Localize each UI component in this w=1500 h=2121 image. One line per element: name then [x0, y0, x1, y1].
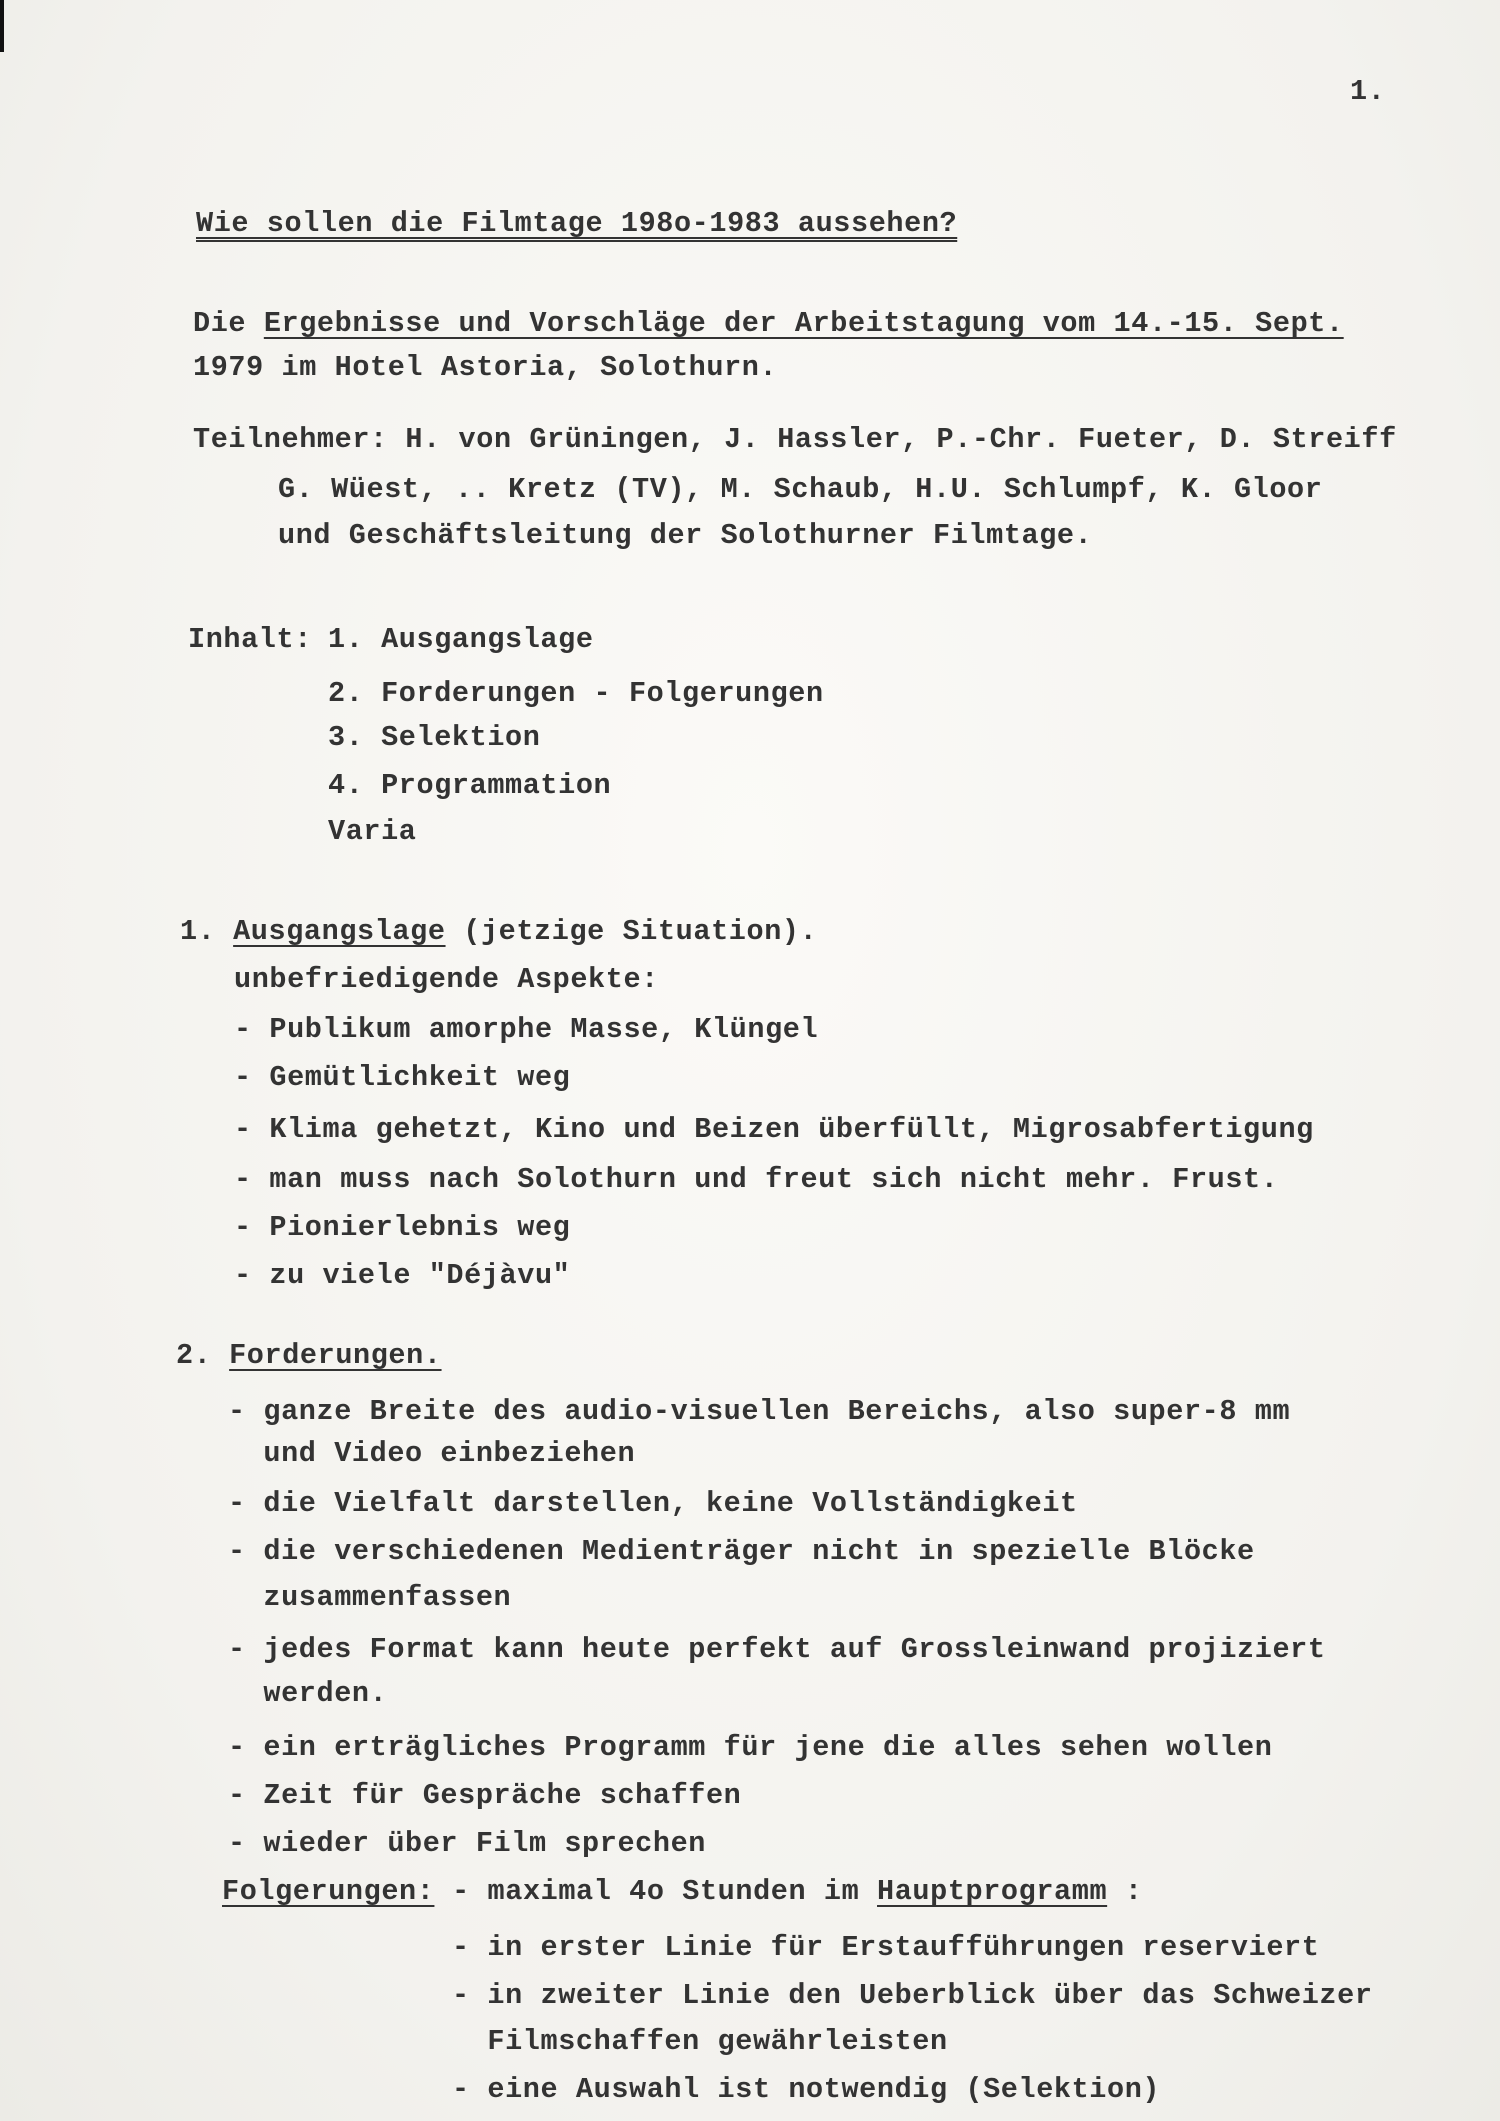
section2-line: - Zeit für Gespräche schaffen — [228, 1779, 742, 1812]
scan-edge-mark — [0, 0, 4, 52]
section2-line: - wieder über Film sprechen — [228, 1827, 706, 1860]
section2-title: Forderungen. — [229, 1339, 442, 1372]
contents-item-4: 4. Programmation — [328, 769, 612, 802]
section2-line: und Video einbeziehen — [228, 1437, 636, 1470]
section1-item: - Gemütlichkeit weg — [234, 1061, 571, 1094]
participants-line-2: G. Wüest, .. Kretz (TV), M. Schaub, H.U. Schlumpf, K. Gloor — [278, 473, 1323, 506]
section1-title: Ausgangslage — [233, 915, 446, 948]
conclusions-first-prefix: - maximal 4o Stunden im — [434, 1875, 878, 1908]
section1-item: - zu viele "Déjàvu" — [234, 1259, 571, 1292]
section1-item: - Publikum amorphe Masse, Klüngel — [234, 1013, 819, 1046]
section2-line: - ganze Breite des audio-visuellen Bereichs, also super-8 mm — [228, 1395, 1291, 1428]
page-number: 1. — [1350, 75, 1386, 108]
section2-line: - die verschiedenen Medienträger nicht in spezielle Blöcke — [228, 1535, 1255, 1568]
section2-number: 2. — [176, 1339, 212, 1372]
section2-line: - ein erträgliches Programm für jene die alles sehen wollen — [228, 1731, 1273, 1764]
contents-item-3: 3. Selektion — [328, 721, 541, 754]
conclusions-first-line — [222, 1874, 1143, 1910]
section2-heading — [176, 1338, 442, 1374]
conclusion-line: - eine Auswahl ist notwendig (Selektion) — [452, 2073, 1161, 2106]
section1-item: - man muss nach Solothurn und freut sich nicht mehr. Frust. — [234, 1163, 1279, 1196]
conclusions-first-suffix: : — [1107, 1875, 1143, 1908]
intro-line-1 — [193, 306, 1344, 342]
contents-item-2: 2. Forderungen - Folgerungen — [328, 677, 824, 710]
section2-line: - jedes Format kann heute perfekt auf Grossleinwand projiziert — [228, 1633, 1326, 1666]
intro-underlined: Ergebnisse und Vorschläge der Arbeitstagung vom 14.-15. Sept. — [263, 307, 1344, 340]
section2-line: - die Vielfalt darstellen, keine Vollständigkeit — [228, 1487, 1078, 1520]
section2-line: werden. — [228, 1677, 388, 1710]
section1-item: - Pionierlebnis weg — [234, 1211, 571, 1244]
conclusion-line: - in erster Linie für Erstaufführungen reserviert — [452, 1931, 1320, 1964]
participants-line-1: Teilnehmer: H. von Grüningen, J. Hassler, P.-Chr. Fueter, D. Streiff — [193, 423, 1397, 456]
section1-heading — [180, 914, 817, 950]
participants-line-3: und Geschäftsleitung der Solothurner Filmtage. — [278, 519, 1093, 552]
conclusions-first-underlined: Hauptprogramm — [877, 1875, 1108, 1908]
contents-label: Inhalt: — [188, 623, 312, 656]
section2-line: zusammenfassen — [228, 1581, 512, 1614]
conclusions-label: Folgerungen: — [222, 1875, 435, 1908]
section1-subheading: unbefriedigende Aspekte: — [234, 963, 659, 996]
section1-title-suffix: (jetzige Situation). — [445, 915, 818, 948]
conclusion-line: Filmschaffen gewährleisten — [452, 2025, 948, 2058]
section1-number: 1. — [180, 915, 216, 948]
document-title: Wie sollen die Filmtage 198o-1983 aussehen? — [196, 207, 958, 240]
conclusion-line: - in zweiter Linie den Ueberblick über das Schweizer — [452, 1979, 1373, 2012]
contents-item-1: 1. Ausgangslage — [328, 623, 594, 656]
intro-line-2: 1979 im Hotel Astoria, Solothurn. — [193, 351, 778, 384]
contents-item-5: Varia — [328, 815, 417, 848]
intro-prefix: Die — [193, 307, 264, 340]
section1-item: - Klima gehetzt, Kino und Beizen überfüllt, Migrosabfertigung — [234, 1113, 1314, 1146]
